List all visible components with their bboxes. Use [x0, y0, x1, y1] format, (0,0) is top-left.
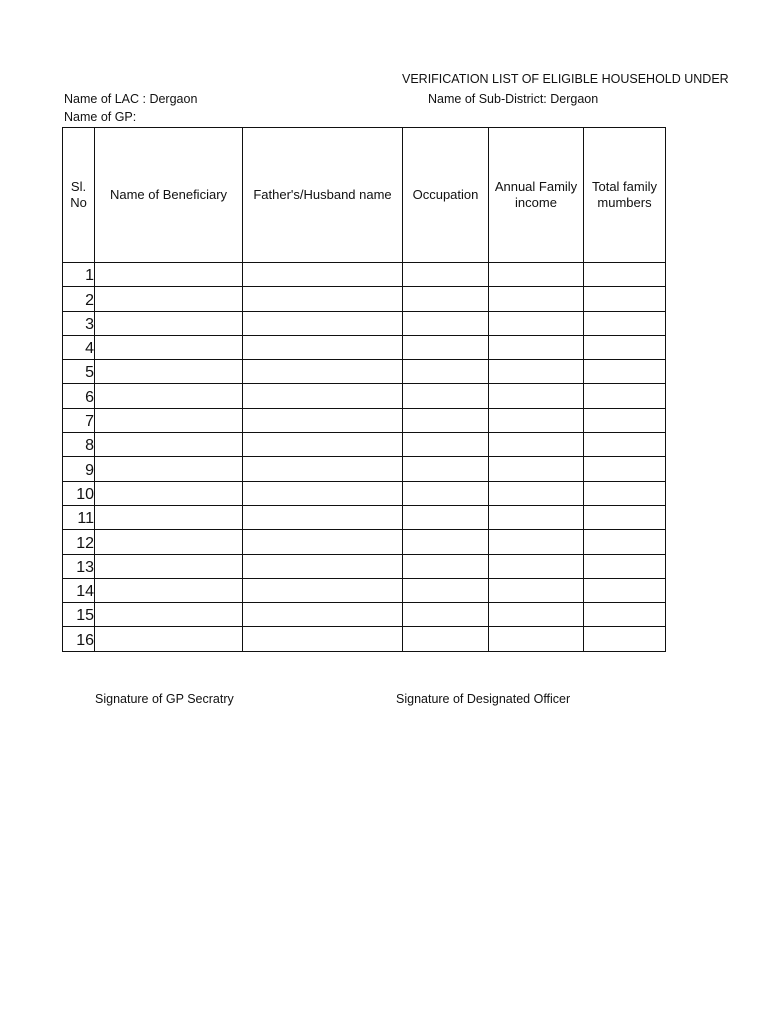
father-husband-cell[interactable] [243, 287, 403, 311]
total-family-cell[interactable] [584, 408, 666, 432]
annual-income-cell[interactable] [489, 360, 584, 384]
total-family-cell[interactable] [584, 433, 666, 457]
beneficiary-cell[interactable] [95, 311, 243, 335]
sl-no-cell: 14 [63, 578, 95, 602]
signature-designated-officer: Signature of Designated Officer [396, 692, 571, 706]
table-row [63, 408, 666, 432]
beneficiary-cell[interactable] [95, 287, 243, 311]
total-family-cell[interactable] [584, 311, 666, 335]
annual-income-cell[interactable] [489, 408, 584, 432]
father-husband-cell[interactable] [243, 530, 403, 554]
beneficiary-cell[interactable] [95, 578, 243, 602]
table-row [63, 287, 666, 311]
occupation-cell[interactable] [403, 481, 489, 505]
total-family-cell[interactable] [584, 457, 666, 481]
father-husband-cell[interactable] [243, 554, 403, 578]
father-husband-cell[interactable] [243, 335, 403, 359]
occupation-cell[interactable] [403, 335, 489, 359]
total-family-cell[interactable] [584, 287, 666, 311]
sl-no-cell: 1 [63, 263, 95, 287]
occupation-cell[interactable] [403, 287, 489, 311]
beneficiary-cell[interactable] [95, 530, 243, 554]
table-row [63, 554, 666, 578]
table-row [63, 627, 666, 651]
beneficiary-table [62, 127, 666, 652]
table-row [63, 530, 666, 554]
father-husband-cell[interactable] [243, 433, 403, 457]
annual-income-cell[interactable] [489, 384, 584, 408]
col-header-annual-income: Annual Family income [489, 128, 584, 263]
table-row [63, 505, 666, 529]
beneficiary-cell[interactable] [95, 263, 243, 287]
table-row [63, 433, 666, 457]
total-family-cell[interactable] [584, 384, 666, 408]
occupation-cell[interactable] [403, 384, 489, 408]
table-row [63, 311, 666, 335]
annual-income-cell[interactable] [489, 457, 584, 481]
document-title: VERIFICATION LIST OF ELIGIBLE HOUSEHOLD UNDER [402, 72, 729, 86]
table-row [63, 263, 666, 287]
beneficiary-cell[interactable] [95, 457, 243, 481]
total-family-cell[interactable] [584, 335, 666, 359]
col-header-total-family: Total family mumbers [584, 128, 666, 263]
beneficiary-cell[interactable] [95, 481, 243, 505]
sub-district-name: Name of Sub-District: Dergaon [428, 92, 599, 106]
col-header-father-husband: Father's/Husband name [243, 128, 403, 263]
beneficiary-cell[interactable] [95, 408, 243, 432]
occupation-cell[interactable] [403, 505, 489, 529]
occupation-cell[interactable] [403, 360, 489, 384]
table-header-row [63, 128, 666, 263]
beneficiary-cell[interactable] [95, 360, 243, 384]
total-family-cell[interactable] [584, 627, 666, 651]
father-husband-cell[interactable] [243, 505, 403, 529]
col-header-sl-no: Sl. No [63, 128, 95, 263]
sl-no-cell: 3 [63, 311, 95, 335]
father-husband-cell[interactable] [243, 408, 403, 432]
col-header-occupation: Occupation [403, 128, 489, 263]
sl-no-cell: 4 [63, 335, 95, 359]
beneficiary-cell[interactable] [95, 433, 243, 457]
sl-no-cell: 10 [63, 481, 95, 505]
table-row [63, 335, 666, 359]
beneficiary-cell[interactable] [95, 603, 243, 627]
table-row [63, 481, 666, 505]
father-husband-cell[interactable] [243, 311, 403, 335]
annual-income-cell[interactable] [489, 603, 584, 627]
annual-income-cell[interactable] [489, 287, 584, 311]
total-family-cell[interactable] [584, 360, 666, 384]
beneficiary-cell[interactable] [95, 335, 243, 359]
col-header-beneficiary: Name of Beneficiary [95, 128, 243, 263]
father-husband-cell[interactable] [243, 603, 403, 627]
gp-name: Name of GP: [64, 110, 137, 124]
sl-no-cell: 12 [63, 530, 95, 554]
sl-no-cell: 6 [63, 384, 95, 408]
table-row [63, 603, 666, 627]
sl-no-cell: 16 [63, 627, 95, 651]
annual-income-cell[interactable] [489, 481, 584, 505]
beneficiary-cell[interactable] [95, 554, 243, 578]
beneficiary-cell[interactable] [95, 384, 243, 408]
total-family-cell[interactable] [584, 530, 666, 554]
annual-income-cell[interactable] [489, 578, 584, 602]
beneficiary-cell[interactable] [95, 627, 243, 651]
occupation-cell[interactable] [403, 603, 489, 627]
total-family-cell[interactable] [584, 554, 666, 578]
sl-no-cell: 5 [63, 360, 95, 384]
father-husband-cell[interactable] [243, 627, 403, 651]
signature-gp-secretary: Signature of GP Secratry [95, 692, 234, 706]
sl-no-cell: 9 [63, 457, 95, 481]
sl-no-cell: 13 [63, 554, 95, 578]
sl-no-cell: 11 [63, 505, 95, 529]
occupation-cell[interactable] [403, 311, 489, 335]
beneficiary-cell[interactable] [95, 505, 243, 529]
sl-no-cell: 7 [63, 408, 95, 432]
father-husband-cell[interactable] [243, 384, 403, 408]
lac-name: Name of LAC : Dergaon [64, 92, 198, 106]
annual-income-cell[interactable] [489, 311, 584, 335]
occupation-cell[interactable] [403, 578, 489, 602]
table-row [63, 578, 666, 602]
sl-no-cell: 8 [63, 433, 95, 457]
annual-income-cell[interactable] [489, 263, 584, 287]
total-family-cell[interactable] [584, 578, 666, 602]
table-row [63, 384, 666, 408]
annual-income-cell[interactable] [489, 530, 584, 554]
sl-no-cell: 15 [63, 603, 95, 627]
total-family-cell[interactable] [584, 505, 666, 529]
father-husband-cell[interactable] [243, 481, 403, 505]
father-husband-cell[interactable] [243, 578, 403, 602]
annual-income-cell[interactable] [489, 433, 584, 457]
occupation-cell[interactable] [403, 263, 489, 287]
annual-income-cell[interactable] [489, 627, 584, 651]
annual-income-cell[interactable] [489, 335, 584, 359]
occupation-cell[interactable] [403, 457, 489, 481]
occupation-cell[interactable] [403, 530, 489, 554]
occupation-cell[interactable] [403, 554, 489, 578]
occupation-cell[interactable] [403, 627, 489, 651]
total-family-cell[interactable] [584, 263, 666, 287]
annual-income-cell[interactable] [489, 505, 584, 529]
table-row [63, 457, 666, 481]
father-husband-cell[interactable] [243, 457, 403, 481]
father-husband-cell[interactable] [243, 360, 403, 384]
occupation-cell[interactable] [403, 408, 489, 432]
annual-income-cell[interactable] [489, 554, 584, 578]
occupation-cell[interactable] [403, 433, 489, 457]
sl-no-cell: 2 [63, 287, 95, 311]
total-family-cell[interactable] [584, 603, 666, 627]
total-family-cell[interactable] [584, 481, 666, 505]
father-husband-cell[interactable] [243, 263, 403, 287]
table-row [63, 360, 666, 384]
